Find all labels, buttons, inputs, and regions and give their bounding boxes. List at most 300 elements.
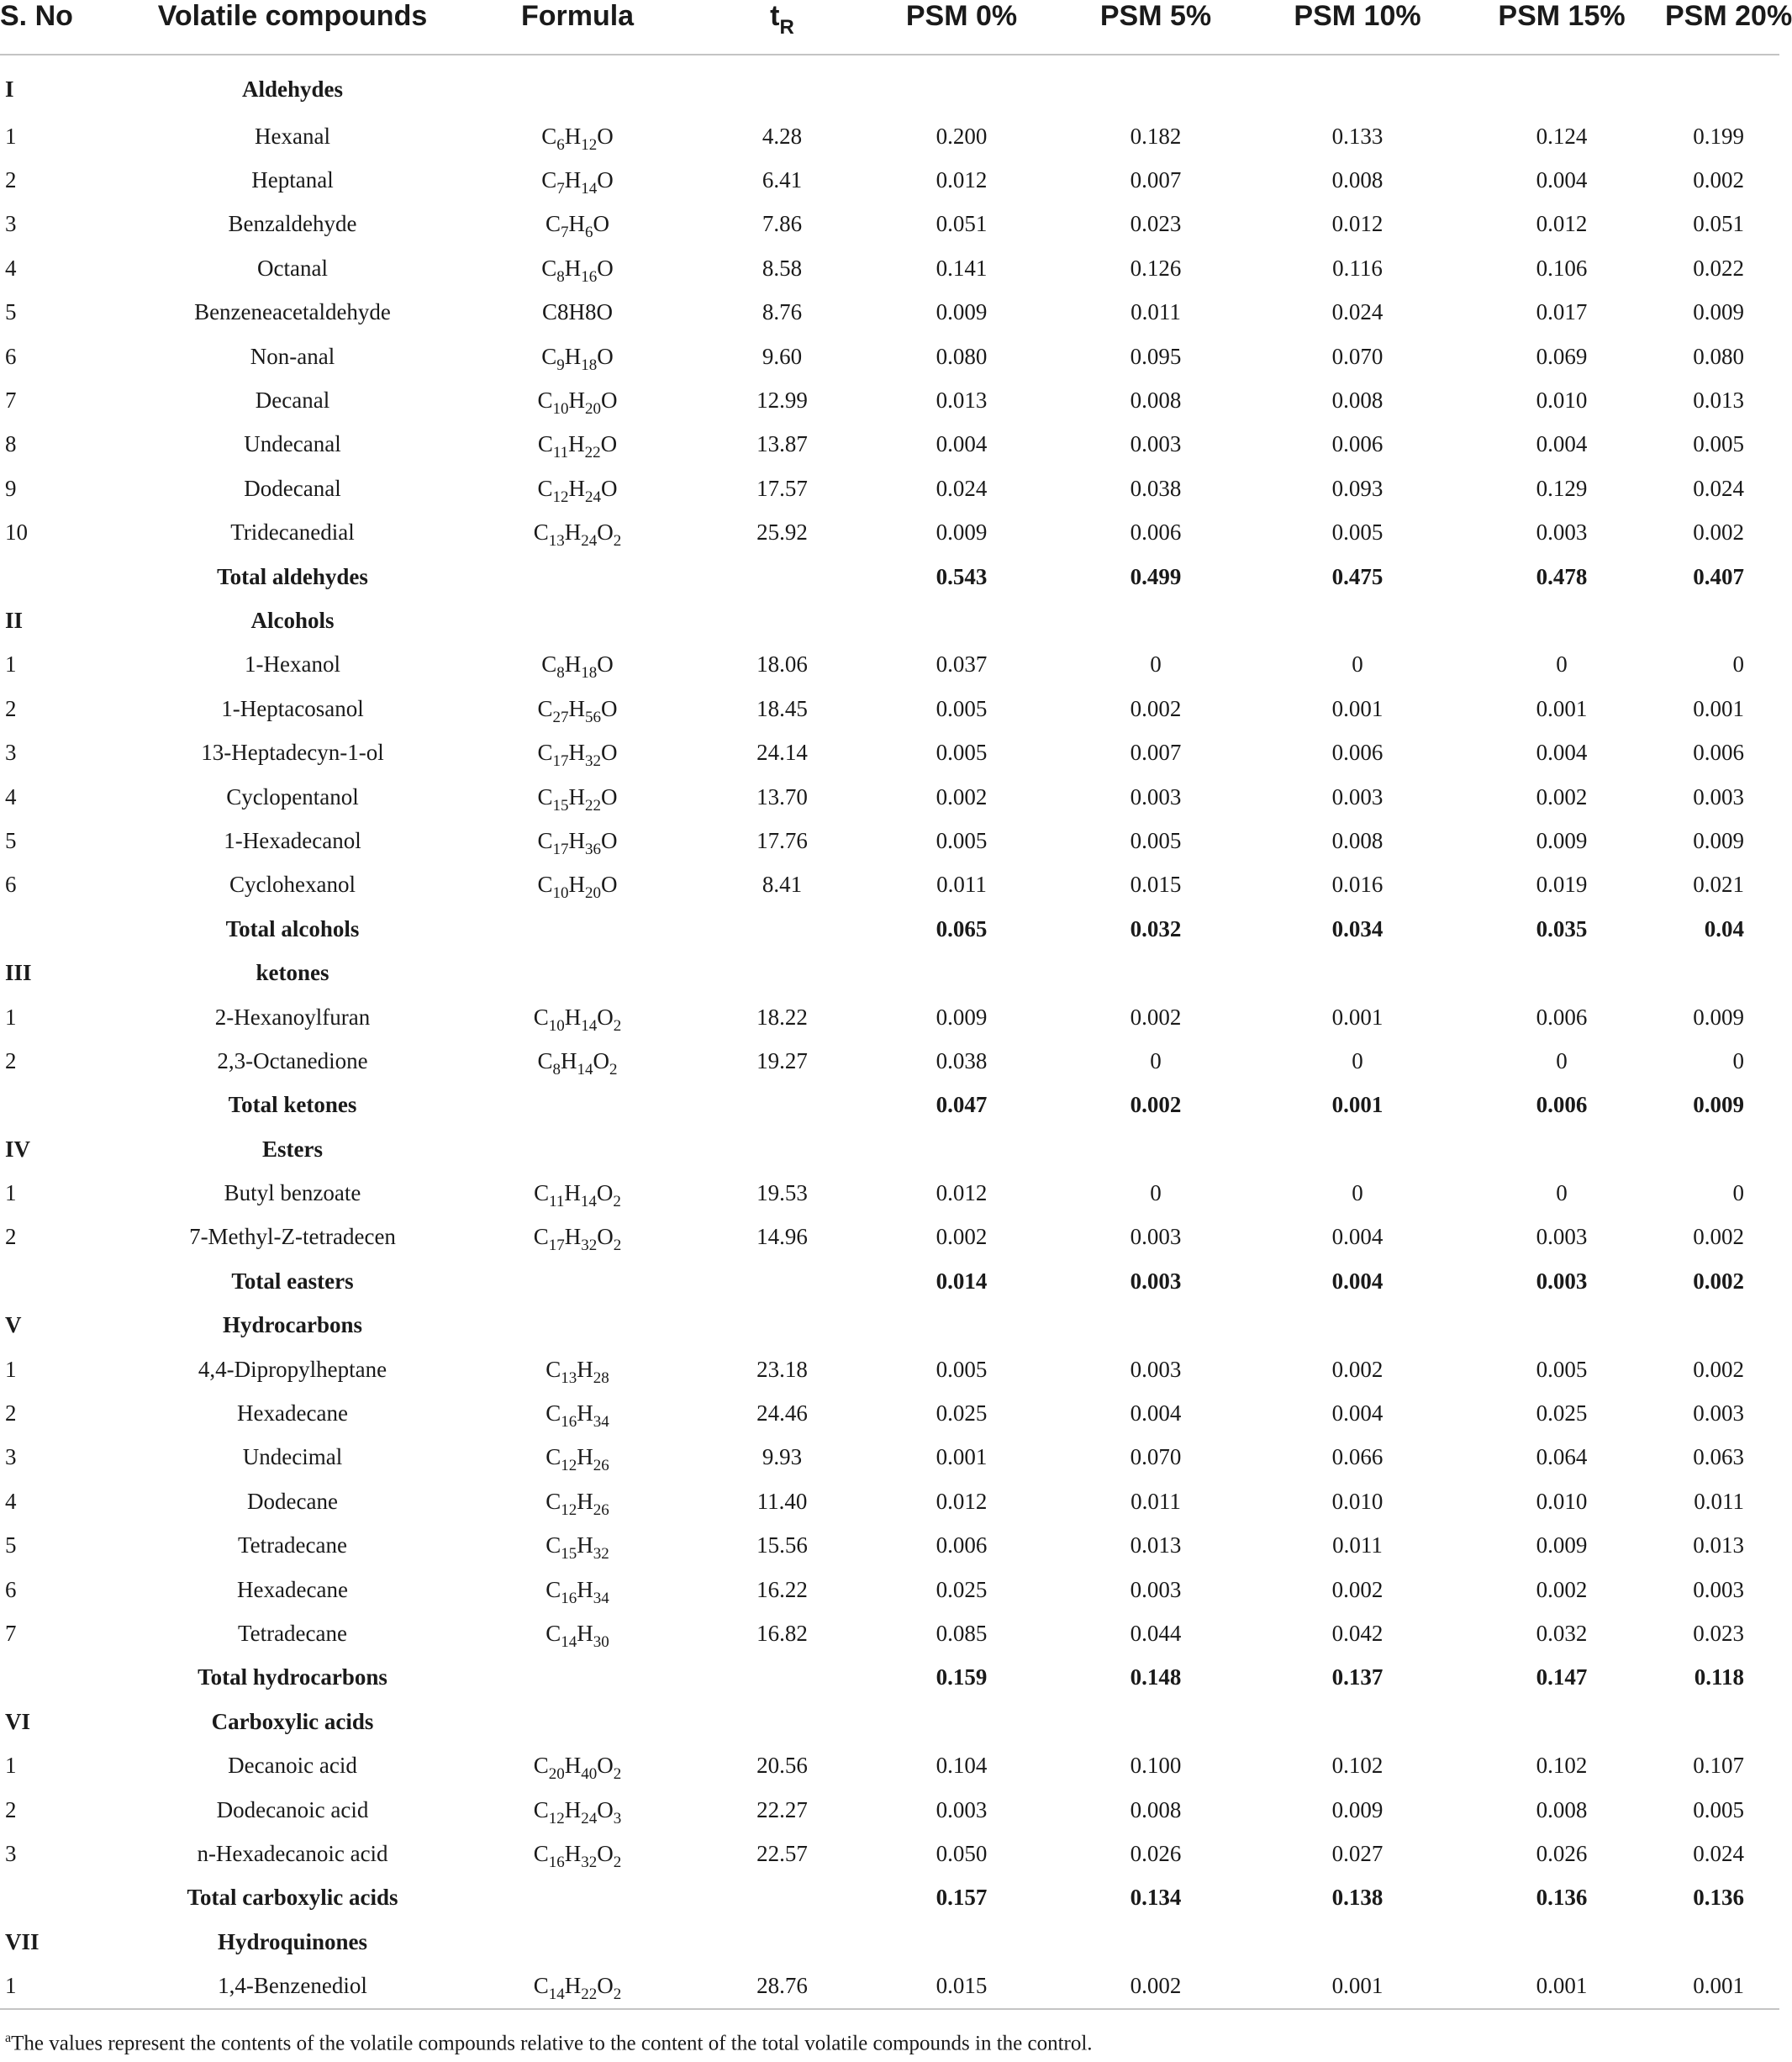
psm-10-value-cell: 0.066 [1331, 1444, 1384, 1470]
table-row [0, 1171, 1779, 1215]
serial-number-cell: 2 [5, 1224, 17, 1250]
psm-0-value-cell [868, 55, 1055, 114]
formula-cell: $C_{10}H_{20}O$ [537, 872, 618, 903]
compound-name-cell: Tetradecane [237, 1620, 347, 1646]
psm-15-value-cell: 0.025 [1536, 1400, 1588, 1427]
serial-number-cell: 7 [5, 388, 17, 414]
serial-number-cell: 6 [5, 1576, 17, 1602]
header-psm-10: PSM 10% [1257, 0, 1458, 55]
psm-20-value-cell: 0.002 [1693, 519, 1744, 546]
psm-15-value-cell: 0.147 [1536, 1664, 1588, 1690]
psm-20-value-cell: 0 [1732, 1180, 1744, 1206]
retention-time-cell: 18.45 [756, 695, 808, 721]
psm-20-value-cell: 0.107 [1693, 1753, 1744, 1779]
table-row [0, 291, 1779, 335]
formula-cell: $C_8H_{16}O$ [541, 255, 614, 286]
serial-number-cell: VII [5, 1928, 40, 1954]
serial-number-cell: 1 [0, 1964, 126, 2008]
psm-10-value-cell: 0.116 [1332, 255, 1383, 281]
header-tr-sub: R [779, 16, 794, 39]
formula-cell: $C_{15}H_{32}$ [546, 1532, 609, 1564]
psm-20-value-cell: 0.001 [1693, 695, 1744, 721]
psm-10-value-cell: 0.034 [1331, 915, 1384, 941]
psm-15-value-cell: 0.003 [1536, 519, 1588, 546]
psm-20-value-cell: 0.021 [1693, 872, 1744, 898]
compound-name-cell: 4,4-Dipropylheptane [198, 1356, 387, 1382]
compound-name-cell: Tridecanedial [230, 519, 355, 546]
table-row [0, 1436, 1779, 1479]
retention-time-cell: 7.86 [762, 211, 803, 237]
psm-10-value-cell: 0 [1352, 1047, 1363, 1073]
footnote [5, 2031, 1093, 2055]
psm-20-value-cell: 0.001 [1665, 1964, 1779, 2008]
serial-number-cell: II [5, 607, 24, 633]
serial-number-cell: 1 [5, 1356, 17, 1382]
psm-10-value-cell: 0 [1352, 1180, 1363, 1206]
psm-15-value-cell: 0.009 [1536, 1532, 1588, 1558]
psm-15-value-cell: 0.035 [1536, 915, 1588, 941]
psm-5-value-cell: 0.002 [1130, 1092, 1182, 1118]
table-row [0, 511, 1779, 555]
psm-0-value-cell: 0.009 [936, 1004, 988, 1030]
group-name-cell: Esters [262, 1136, 323, 1162]
psm-20-value-cell: 0.002 [1693, 167, 1744, 193]
formula-cell: $C_7H_6O$ [545, 211, 609, 242]
psm-10-value-cell: 0 [1352, 651, 1363, 678]
psm-0-value-cell [868, 1700, 1055, 1743]
group-name-cell: Carboxylic acids [211, 1708, 374, 1734]
serial-number-cell: 1 [5, 1180, 17, 1206]
table-row [0, 1479, 1779, 1523]
psm-20-value-cell: 0.009 [1693, 1004, 1744, 1030]
psm-0-value-cell: 0.085 [936, 1620, 988, 1646]
table-row [0, 819, 1779, 862]
psm-5-value-cell: 0.003 [1130, 1356, 1182, 1382]
table-row [0, 1832, 1779, 1875]
psm-0-value-cell: 0.005 [936, 740, 988, 766]
psm-5-value-cell: 0.003 [1130, 1268, 1182, 1294]
table-row [0, 378, 1779, 422]
psm-15-value-cell: 0.010 [1536, 1488, 1588, 1514]
formula-cell: $C_{12}H_{26}$ [546, 1444, 609, 1475]
formula-cell: $C_{17}H_{36}O$ [537, 827, 618, 858]
psm-0-value-cell: 0.011 [936, 872, 987, 898]
table-row [0, 114, 1779, 158]
formula-cell: $C_{11}H_{22}O$ [537, 431, 618, 462]
table-row [0, 1347, 1779, 1391]
formula-cell [459, 1259, 696, 1303]
psm-10-value-cell: 0.009 [1331, 1796, 1384, 1822]
retention-time-cell [696, 1259, 868, 1303]
serial-number-cell: VI [5, 1708, 31, 1734]
psm-10-value-cell: 0.475 [1331, 563, 1384, 589]
serial-number-cell: 2 [5, 1796, 17, 1822]
psm-20-value-cell [1665, 1127, 1779, 1171]
compound-name-cell: 13-Heptadecyn-1-ol [201, 740, 384, 766]
psm-15-value-cell [1458, 599, 1665, 642]
psm-10-value-cell: 0.001 [1331, 1004, 1384, 1030]
formula-cell: $C_7H_{14}O$ [541, 167, 614, 198]
formula-cell: $C_9H_{18}O$ [541, 343, 614, 374]
table-row [0, 1788, 1779, 1832]
compound-name-cell: Undecanal [244, 431, 341, 457]
compound-name-cell: Non-anal [250, 343, 335, 369]
formula-cell [459, 1656, 696, 1700]
serial-number-cell [0, 907, 126, 951]
psm-5-value-cell: 0.038 [1130, 475, 1182, 501]
total-label-cell: Total aldehydes [217, 563, 368, 589]
formula-cell [459, 1700, 696, 1743]
serial-number-cell: 9 [5, 475, 17, 501]
psm-5-value-cell: 0.006 [1130, 519, 1182, 546]
psm-10-value-cell [1257, 1700, 1458, 1743]
formula-cell [459, 1920, 696, 1964]
compound-name-cell: 2,3-Octanedione [217, 1047, 368, 1073]
retention-time-cell: 23.18 [756, 1356, 808, 1382]
psm-15-value-cell: 0 [1556, 1047, 1568, 1073]
table-row [0, 423, 1779, 467]
compound-name-cell: 7-Methyl-Z-tetradecen [189, 1224, 396, 1250]
retention-time-cell [696, 951, 868, 994]
retention-time-cell: 8.58 [762, 255, 803, 281]
serial-number-cell: 2 [5, 1400, 17, 1427]
psm-20-value-cell [1665, 951, 1779, 994]
compound-name-cell: Cyclohexanol [229, 872, 356, 898]
header-tr-main: t [770, 0, 780, 32]
formula-cell: $C_{17}H_{32}O_2$ [533, 1224, 622, 1255]
psm-20-value-cell: 0.002 [1693, 1224, 1744, 1250]
psm-20-value-cell: 0.407 [1693, 563, 1744, 589]
psm-0-value-cell: 0.001 [936, 1444, 988, 1470]
serial-number-cell: 1 [5, 1004, 17, 1030]
psm-15-value-cell: 0.006 [1536, 1004, 1588, 1030]
footnote-mark: a [5, 2031, 12, 2045]
serial-number-cell: 4 [5, 255, 17, 281]
psm-5-value-cell: 0.100 [1130, 1753, 1182, 1779]
formula-cell: $C_{10}H_{20}O$ [537, 388, 618, 419]
serial-number-cell: 6 [5, 872, 17, 898]
compound-name-cell: Hexadecane [237, 1576, 348, 1602]
psm-10-value-cell [1257, 1127, 1458, 1171]
retention-time-cell [696, 1304, 868, 1347]
psm-15-value-cell [1458, 1127, 1665, 1171]
compound-name-cell: 1-Hexadecanol [224, 827, 361, 853]
psm-0-value-cell: 0.047 [936, 1092, 988, 1118]
retention-time-cell: 12.99 [756, 388, 808, 414]
formula-cell: $C_{16}H_{32}O_2$ [533, 1840, 622, 1871]
total-row [0, 907, 1779, 951]
psm-10-value-cell: 0.003 [1331, 783, 1384, 810]
psm-20-value-cell: 0.199 [1693, 123, 1744, 149]
serial-number-cell [0, 1084, 126, 1127]
psm-5-value-cell [1055, 1127, 1257, 1171]
psm-5-value-cell: 0.026 [1130, 1840, 1182, 1866]
psm-0-value-cell [868, 1304, 1055, 1347]
table-row [0, 1039, 1779, 1083]
psm-15-value-cell: 0.012 [1536, 211, 1588, 237]
serial-number-cell [0, 1656, 126, 1700]
psm-15-value-cell: 0.006 [1536, 1092, 1588, 1118]
psm-5-value-cell: 0.003 [1130, 1576, 1182, 1602]
formula-cell [459, 1084, 696, 1127]
serial-number-cell: 5 [5, 299, 17, 325]
table-row [0, 775, 1779, 819]
psm-10-value-cell: 0.070 [1331, 343, 1384, 369]
table-row [0, 203, 1779, 246]
retention-time-cell: 4.28 [762, 123, 803, 149]
psm-20-value-cell: 0.003 [1693, 1400, 1744, 1427]
retention-time-cell: 6.41 [762, 167, 803, 193]
psm-15-value-cell: 0.064 [1536, 1444, 1588, 1470]
formula-cell [459, 951, 696, 994]
compound-name-cell: Benzaldehyde [228, 211, 357, 237]
formula-cell: $C_8H_{14}O_2$ [537, 1047, 618, 1078]
psm-5-value-cell: 0.011 [1131, 299, 1181, 325]
serial-number-cell: 7 [5, 1620, 17, 1646]
table-row [0, 730, 1779, 774]
psm-5-value-cell [1055, 599, 1257, 642]
formula-cell: $C_{12}H_{24}O$ [537, 475, 618, 506]
psm-15-value-cell: 0.004 [1536, 431, 1588, 457]
psm-15-value-cell [1458, 1304, 1665, 1347]
serial-number-cell: 3 [5, 740, 17, 766]
compound-name-cell: n-Hexadecanoic acid [197, 1840, 388, 1866]
serial-number-cell: 10 [5, 519, 28, 546]
compound-name-cell: 1-Heptacosanol [221, 695, 364, 721]
psm-15-value-cell: 0 [1556, 651, 1568, 678]
table-row [0, 246, 1779, 290]
formula-cell: $C_{16}H_{34}$ [546, 1400, 609, 1432]
compound-name-cell: 1-Hexanol [245, 651, 340, 678]
psm-0-value-cell: 0.159 [936, 1664, 988, 1690]
psm-0-value-cell: 0.025 [936, 1400, 988, 1427]
psm-15-value-cell [1458, 55, 1665, 114]
psm-10-value-cell: 0.008 [1331, 388, 1384, 414]
table-row [0, 1568, 1779, 1611]
psm-10-value-cell: 0.137 [1331, 1664, 1384, 1690]
psm-20-value-cell [1665, 55, 1779, 114]
psm-5-value-cell: 0.004 [1130, 1400, 1182, 1427]
psm-20-value-cell: 0.009 [1693, 1092, 1744, 1118]
psm-5-value-cell: 0.023 [1130, 211, 1182, 237]
serial-number-cell: I [5, 76, 14, 102]
psm-10-value-cell: 0.001 [1257, 1964, 1458, 2008]
serial-number-cell: 2 [5, 695, 17, 721]
retention-time-cell: 19.53 [756, 1180, 808, 1206]
table-row [0, 643, 1779, 687]
group-name-cell: Alcohols [250, 607, 335, 633]
psm-20-value-cell: 0.011 [1694, 1488, 1744, 1514]
psm-0-value-cell: 0.012 [936, 1180, 988, 1206]
psm-10-value-cell: 0.001 [1331, 1092, 1384, 1118]
psm-20-value-cell: 0.003 [1693, 1576, 1744, 1602]
compound-name-cell: Dodecanoic acid [216, 1796, 369, 1822]
psm-10-value-cell: 0.004 [1331, 1400, 1384, 1427]
serial-number-cell: IV [5, 1136, 31, 1162]
serial-number-cell: III [5, 960, 32, 986]
psm-5-value-cell: 0.015 [1130, 872, 1182, 898]
compound-name-cell: 2-Hexanoylfuran [214, 1004, 371, 1030]
psm-5-value-cell [1055, 1700, 1257, 1743]
psm-20-value-cell [1665, 1700, 1779, 1743]
compound-name-cell: Benzeneacetaldehyde [194, 299, 391, 325]
psm-20-value-cell: 0 [1732, 1047, 1744, 1073]
group-header-row [0, 1920, 1779, 1964]
retention-time-cell [696, 55, 868, 114]
psm-5-value-cell [1055, 55, 1257, 114]
retention-time-cell [696, 1920, 868, 1964]
psm-20-value-cell [1665, 1304, 1779, 1347]
psm-20-value-cell: 0.002 [1693, 1356, 1744, 1382]
psm-0-value-cell: 0.004 [936, 431, 988, 457]
group-header-row [0, 1304, 1779, 1347]
psm-20-value-cell: 0.024 [1693, 1840, 1744, 1866]
total-row [0, 1876, 1779, 1920]
group-name-cell: Hydroquinones [217, 1928, 368, 1954]
compound-name-cell: Decanal [255, 388, 330, 414]
retention-time-cell: 13.87 [756, 431, 808, 457]
formula-cell: $C_{14}H_{22}O_2$ [459, 1964, 696, 2008]
psm-0-value-cell: 0.038 [936, 1047, 988, 1073]
psm-5-value-cell: 0.003 [1130, 431, 1182, 457]
psm-15-value-cell: 0.032 [1536, 1620, 1588, 1646]
psm-20-value-cell: 0.04 [1704, 915, 1744, 941]
psm-15-value-cell: 0.002 [1536, 1576, 1588, 1602]
psm-10-value-cell: 0.102 [1331, 1753, 1384, 1779]
psm-5-value-cell: 0 [1150, 651, 1162, 678]
psm-20-value-cell: 0.051 [1693, 211, 1744, 237]
serial-number-cell: 1 [5, 123, 17, 149]
retention-time-cell: 13.70 [756, 783, 808, 810]
retention-time-cell [696, 555, 868, 599]
psm-5-value-cell: 0.002 [1130, 1004, 1182, 1030]
retention-time-cell: 22.27 [756, 1796, 808, 1822]
psm-15-value-cell: 0.003 [1536, 1268, 1588, 1294]
psm-15-value-cell [1458, 1920, 1665, 1964]
header-psm-15: PSM 15% [1458, 0, 1665, 55]
psm-20-value-cell: 0.063 [1693, 1444, 1744, 1470]
table-row [0, 1216, 1779, 1259]
psm-0-value-cell: 0.006 [936, 1532, 988, 1558]
total-row [0, 1259, 1779, 1303]
table-row [0, 863, 1779, 907]
formula-cell [459, 555, 696, 599]
psm-15-value-cell: 0.102 [1536, 1753, 1588, 1779]
psm-0-value-cell: 0.012 [936, 1488, 988, 1514]
psm-10-value-cell: 0.006 [1331, 740, 1384, 766]
serial-number-cell: 1 [5, 1753, 17, 1779]
psm-20-value-cell: 0 [1732, 651, 1744, 678]
psm-5-value-cell: 0.070 [1130, 1444, 1182, 1470]
psm-0-value-cell: 0.141 [936, 255, 988, 281]
psm-15-value-cell: 0.136 [1536, 1885, 1588, 1911]
psm-15-value-cell: 0.124 [1536, 123, 1588, 149]
formula-cell: $C_{12}H_{24}O_3$ [533, 1796, 622, 1827]
retention-time-cell: 8.76 [762, 299, 803, 325]
psm-10-value-cell: 0.001 [1331, 695, 1384, 721]
psm-15-value-cell: 0.129 [1536, 475, 1588, 501]
retention-time-cell: 9.93 [762, 1444, 803, 1470]
retention-time-cell [696, 1127, 868, 1171]
table-row [0, 687, 1779, 730]
psm-15-value-cell: 0.017 [1536, 299, 1588, 325]
group-name-cell: Hydrocarbons [222, 1312, 363, 1338]
psm-15-value-cell: 0.009 [1536, 827, 1588, 853]
psm-5-value-cell: 0.134 [1130, 1885, 1182, 1911]
group-header-row [0, 1700, 1779, 1743]
psm-10-value-cell: 0.004 [1331, 1268, 1384, 1294]
psm-20-value-cell: 0.118 [1694, 1664, 1744, 1690]
psm-20-value-cell: 0.023 [1693, 1620, 1744, 1646]
formula-cell [459, 599, 696, 642]
psm-0-value-cell: 0.015 [868, 1964, 1055, 2008]
psm-5-value-cell: 0.032 [1130, 915, 1182, 941]
psm-0-value-cell: 0.005 [936, 1356, 988, 1382]
psm-0-value-cell: 0.200 [936, 123, 988, 149]
psm-15-value-cell: 0.004 [1536, 167, 1588, 193]
retention-time-cell: 8.41 [762, 872, 803, 898]
psm-15-value-cell [1458, 1700, 1665, 1743]
psm-0-value-cell: 0.157 [936, 1885, 988, 1911]
table-row [0, 335, 1779, 378]
formula-cell: $C_8H_{18}O$ [541, 651, 614, 683]
footnote-text: The values represent the contents of the volatile compounds relative to the content of the total volatile compounds in the control. [11, 2032, 1093, 2055]
psm-10-value-cell: 0.024 [1331, 299, 1384, 325]
header-psm-20: PSM 20% [1665, 0, 1779, 55]
group-header-row [0, 55, 1779, 114]
table-row [0, 158, 1779, 202]
psm-0-value-cell: 0.080 [936, 343, 988, 369]
psm-10-value-cell: 0.133 [1331, 123, 1384, 149]
psm-0-value-cell: 0.014 [936, 1268, 988, 1294]
psm-20-value-cell: 0.013 [1693, 1532, 1744, 1558]
formula-cell [459, 1876, 696, 1920]
psm-5-value-cell: 0.126 [1130, 255, 1182, 281]
total-row [0, 1656, 1779, 1700]
retention-time-cell: 16.22 [756, 1576, 808, 1602]
retention-time-cell: 17.76 [756, 827, 808, 853]
psm-10-value-cell [1257, 599, 1458, 642]
psm-0-value-cell: 0.009 [936, 299, 988, 325]
psm-10-value-cell [1257, 55, 1458, 114]
retention-time-cell: 18.06 [756, 651, 808, 678]
serial-number-cell [0, 1876, 126, 1920]
psm-5-value-cell: 0.499 [1130, 563, 1182, 589]
table-row [0, 1611, 1779, 1655]
header-compound: Volatile compounds [126, 0, 459, 55]
psm-0-value-cell: 0.005 [936, 695, 988, 721]
psm-10-value-cell [1257, 1304, 1458, 1347]
psm-5-value-cell: 0.011 [1131, 1488, 1181, 1514]
psm-0-value-cell: 0.051 [936, 211, 988, 237]
psm-15-value-cell: 0.004 [1536, 740, 1588, 766]
compound-name-cell: Heptanal [251, 167, 334, 193]
psm-5-value-cell: 0.013 [1130, 1532, 1182, 1558]
formula-cell: $C_{10}H_{14}O_2$ [533, 1004, 622, 1035]
compound-name-cell: Hexanal [255, 123, 330, 149]
table-row [0, 995, 1779, 1039]
psm-0-value-cell: 0.104 [936, 1753, 988, 1779]
psm-20-value-cell: 0.006 [1693, 740, 1744, 766]
header-sno: S. No [0, 0, 126, 55]
compound-name-cell: Hexadecane [237, 1400, 348, 1427]
retention-time-cell: 25.92 [756, 519, 808, 546]
psm-15-value-cell: 0.001 [1458, 1964, 1665, 2008]
serial-number-cell: 2 [5, 1047, 17, 1073]
formula-cell: $C_6H_{12}O$ [541, 123, 614, 154]
psm-0-value-cell: 0.543 [936, 563, 988, 589]
serial-number-cell: 3 [5, 211, 17, 237]
